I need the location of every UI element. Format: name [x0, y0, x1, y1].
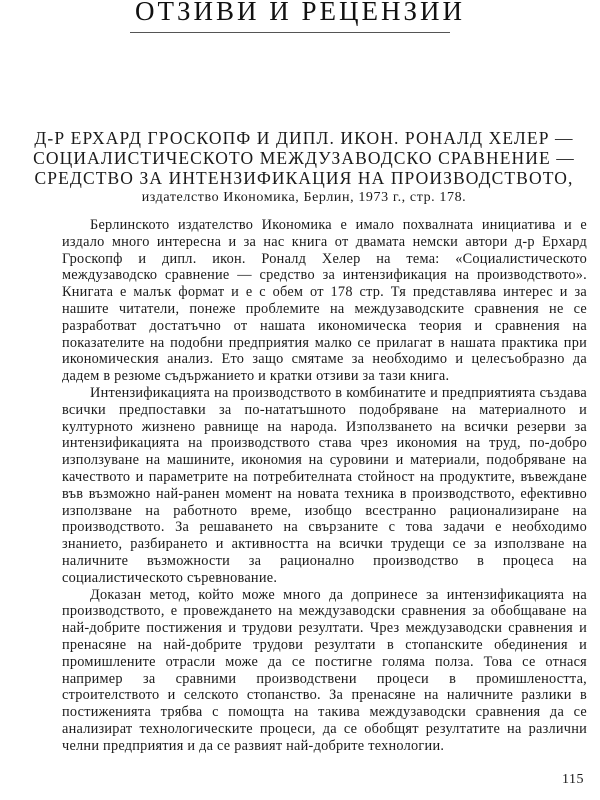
article-header	[18, 128, 590, 207]
page-number: 115	[562, 772, 584, 787]
article-body	[62, 217, 587, 755]
body-paragraph-3: Доказан метод, който може много да допринесе за интензификацията на производството, е провеждането на междузаводски сравнения за обобщаване на най-добрите постижения и трудови резултати. Чрез междузаводски сравнения и пренасяне на най-добрите трудови резултати в стопанските обединения и промишлените отрасли може да се постигне голяма полза. Това се отнася например за сравними производствени процеси в промишлеността, строителството и селското стопанство. За пренасяне на наличните разлики в постиженията трябва с помощта на такива междузаводски сравнения да се анализират технологическите процеси, да се обобщят резултатите на различни челни предприятия и да се развият най-добрите технологии.	[62, 586, 587, 754]
body-paragraph-1: Берлинското издателство Икономика е имало похвалната инициатива и е издало много интересна и за нас книга от двамата немски автори д-р Ерхард Гроскопф и дипл. икон. Роналд Хелер на тема: «Социалистическото междузаводско сравнение — средство за интензификация на производството». Книгата е малък формат и е с обем от 178 стр. Тя представлява интерес и за нашите читатели, понеже проблемите на междузаводските сравнения не се разработват достатъчно от нашата икономическа теория и сравнения на показателите на подобни предприятия малко се прилагат в нашата практика при икономическия анализ. Ето защо смятаме за необходимо и целесъобразно да дадем в резюме съдържанието и кратки отзиви за тази книга.	[62, 217, 587, 385]
body-paragraph-2: Интензификацията на производството в комбинатите и предприятията създава всички предпоставки за по-нататъшното подобряване на материалното и културното жизнено равнище на народа. Използването на всички резерви за интензификацията на производството става чрез икономия на труд, по-добро използуване на машините, икономия на суровини и материали, подобряване на качеството и параметрите на потребителната стойност на продуктите, въвеждане във възможно най-ранен момент на новата техника в производството, ефективно използване на работното време, изобщо всестранно рационализиране на производството. За решаването на свързаните с това задачи е необходимо знанието, разбирането и активността на всички трудещи се за използване на наличните възможности за рационално производство в процеса на социалистическото съревнование.	[62, 384, 587, 586]
article-title-line-3: СРЕДСТВО ЗА ИНТЕНЗИФИКАЦИЯ НА ПРОИЗВОДСТВОТО,	[34, 168, 574, 188]
section-heading: ОТЗИВИ И РЕЦЕНЗИИ	[134, 0, 466, 26]
publisher-info: издателство Икономика, Берлин, 1973 г., стр. 178.	[141, 190, 467, 205]
heading-rule	[130, 32, 450, 33]
article-title-line-1: Д-Р ЕРХАРД ГРОСКОПФ И ДИПЛ. ИКОН. РОНАЛД ХЕЛЕР —	[34, 128, 574, 148]
article-title-line-2: СОЦИАЛИСТИЧЕСКОТО МЕЖДУЗАВОДСКО СРАВНЕНИЕ —	[33, 148, 575, 168]
